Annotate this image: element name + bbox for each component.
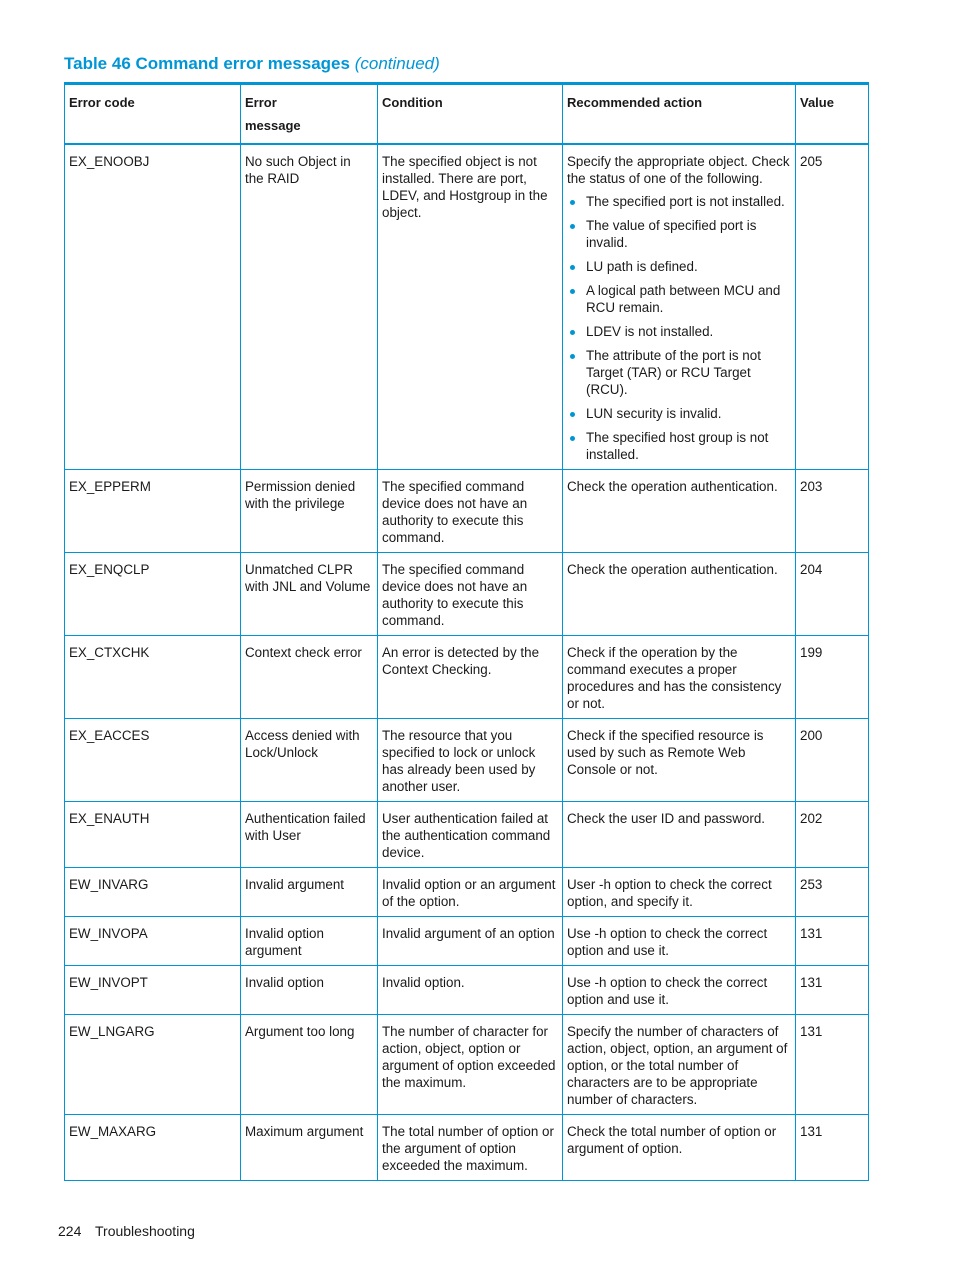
page-footer <box>58 1223 195 1239</box>
cell-value: 199 <box>796 636 869 719</box>
bullet-text: LU path is defined. <box>586 259 698 274</box>
action-bullet-item <box>567 323 791 340</box>
table-title: Table 46 Command error messages <box>64 54 350 73</box>
cell-error-message: Invalid option <box>241 966 378 1015</box>
cell-error-message: Access denied with Lock/Unlock <box>241 719 378 802</box>
table-row <box>65 802 869 868</box>
cell-condition: The total number of option or the argument of option exceeded the maximum. <box>378 1115 563 1181</box>
bullet-text: LDEV is not installed. <box>586 324 714 339</box>
cell-recommended-action: Specify the number of characters of action, object, option, an argument of option, or the total number of characters are to be appropriate number of characters. <box>563 1015 796 1115</box>
bullet-text: The specified host group is not installed. <box>586 430 769 462</box>
cell-recommended-action: Check if the specified resource is used by such as Remote Web Console or not. <box>563 719 796 802</box>
page-number: 224 <box>58 1223 82 1239</box>
bullet-text: The attribute of the port is not Target (TAR) or RCU Target (RCU). <box>586 348 761 397</box>
footer-section-title: Troubleshooting <box>95 1223 195 1239</box>
bullet-text: The value of specified port is invalid. <box>586 218 757 250</box>
action-bullet-item <box>567 193 791 210</box>
cell-value: 131 <box>796 1015 869 1115</box>
cell-error-code: EW_LNGARG <box>65 1015 241 1115</box>
action-bullet-item <box>567 282 791 316</box>
command-error-table <box>64 82 869 1181</box>
bullet-dot-icon <box>570 224 575 229</box>
cell-value: 253 <box>796 868 869 917</box>
header-error-message-line2: message <box>245 118 301 133</box>
table-row <box>65 1015 869 1115</box>
cell-error-message: Invalid option argument <box>241 917 378 966</box>
table-continued-label: (continued) <box>354 54 440 73</box>
action-bullet-item <box>567 258 791 275</box>
cell-value: 200 <box>796 719 869 802</box>
cell-condition: User authentication failed at the authentication command device. <box>378 802 563 868</box>
cell-recommended-action: User -h option to check the correct option, and specify it. <box>563 868 796 917</box>
table-caption <box>64 54 440 74</box>
cell-condition: The resource that you specified to lock or unlock has already been used by another user. <box>378 719 563 802</box>
cell-value: 202 <box>796 802 869 868</box>
cell-condition: Invalid option. <box>378 966 563 1015</box>
cell-recommended-action: Check the total number of option or argument of option. <box>563 1115 796 1181</box>
cell-value: 203 <box>796 470 869 553</box>
cell-error-code: EW_INVOPA <box>65 917 241 966</box>
cell-recommended-action <box>563 144 796 470</box>
cell-condition: The specified command device does not have an authority to execute this command. <box>378 470 563 553</box>
cell-condition: The number of character for action, object, option or argument of option exceeded the maximum. <box>378 1015 563 1115</box>
table-row <box>65 636 869 719</box>
cell-condition: The specified object is not installed. There are port, LDEV, and Hostgroup in the object. <box>378 144 563 470</box>
cell-error-message: Context check error <box>241 636 378 719</box>
cell-error-message: Invalid argument <box>241 868 378 917</box>
cell-error-code: EX_ENOOBJ <box>65 144 241 470</box>
header-value: Value <box>796 84 869 145</box>
cell-recommended-action: Check the operation authentication. <box>563 470 796 553</box>
cell-error-code: EW_MAXARG <box>65 1115 241 1181</box>
cell-recommended-action: Check the operation authentication. <box>563 553 796 636</box>
cell-error-code: EX_CTXCHK <box>65 636 241 719</box>
cell-error-message: Authentication failed with User <box>241 802 378 868</box>
action-bullet-item <box>567 429 791 463</box>
cell-error-code: EW_INVOPT <box>65 966 241 1015</box>
cell-value: 131 <box>796 917 869 966</box>
bullet-text: The specified port is not installed. <box>586 194 785 209</box>
cell-condition: Invalid argument of an option <box>378 917 563 966</box>
cell-recommended-action: Check the user ID and password. <box>563 802 796 868</box>
cell-value: 204 <box>796 553 869 636</box>
action-text: Specify the appropriate object. Check the status of one of the following. <box>567 154 790 186</box>
cell-condition: An error is detected by the Context Checking. <box>378 636 563 719</box>
table-row <box>65 1115 869 1181</box>
table-row <box>65 966 869 1015</box>
table-row <box>65 868 869 917</box>
table-header-row <box>65 84 869 145</box>
table-row <box>65 553 869 636</box>
table-row <box>65 144 869 470</box>
table-row <box>65 470 869 553</box>
bullet-dot-icon <box>570 200 575 205</box>
bullet-dot-icon <box>570 265 575 270</box>
action-bullet-list <box>567 193 791 463</box>
cell-error-message: Unmatched CLPR with JNL and Volume <box>241 553 378 636</box>
cell-recommended-action: Use -h option to check the correct option and use it. <box>563 966 796 1015</box>
bullet-text: LUN security is invalid. <box>586 406 722 421</box>
bullet-dot-icon <box>570 436 575 441</box>
header-error-code: Error code <box>65 84 241 145</box>
bullet-dot-icon <box>570 289 575 294</box>
cell-error-message: Argument too long <box>241 1015 378 1115</box>
cell-recommended-action: Use -h option to check the correct option and use it. <box>563 917 796 966</box>
action-bullet-item <box>567 405 791 422</box>
action-bullet-item <box>567 347 791 398</box>
cell-value: 131 <box>796 966 869 1015</box>
cell-error-code: EX_EACCES <box>65 719 241 802</box>
table-row <box>65 719 869 802</box>
header-condition: Condition <box>378 84 563 145</box>
bullet-text: A logical path between MCU and RCU remain. <box>586 283 781 315</box>
cell-error-message: No such Object in the RAID <box>241 144 378 470</box>
header-error-message <box>241 84 378 145</box>
cell-condition: The specified command device does not have an authority to execute this command. <box>378 553 563 636</box>
table-row <box>65 917 869 966</box>
cell-error-code: EX_ENQCLP <box>65 553 241 636</box>
header-recommended-action: Recommended action <box>563 84 796 145</box>
bullet-dot-icon <box>570 412 575 417</box>
header-error-message-line1: Error <box>245 95 277 110</box>
cell-value: 205 <box>796 144 869 470</box>
cell-value: 131 <box>796 1115 869 1181</box>
cell-condition: Invalid option or an argument of the option. <box>378 868 563 917</box>
cell-error-message: Permission denied with the privilege <box>241 470 378 553</box>
cell-error-code: EX_ENAUTH <box>65 802 241 868</box>
bullet-dot-icon <box>570 330 575 335</box>
cell-error-code: EX_EPPERM <box>65 470 241 553</box>
cell-recommended-action: Check if the operation by the command executes a proper procedures and has the consistency or not. <box>563 636 796 719</box>
bullet-dot-icon <box>570 354 575 359</box>
action-bullet-item <box>567 217 791 251</box>
cell-error-code: EW_INVARG <box>65 868 241 917</box>
cell-error-message: Maximum argument <box>241 1115 378 1181</box>
